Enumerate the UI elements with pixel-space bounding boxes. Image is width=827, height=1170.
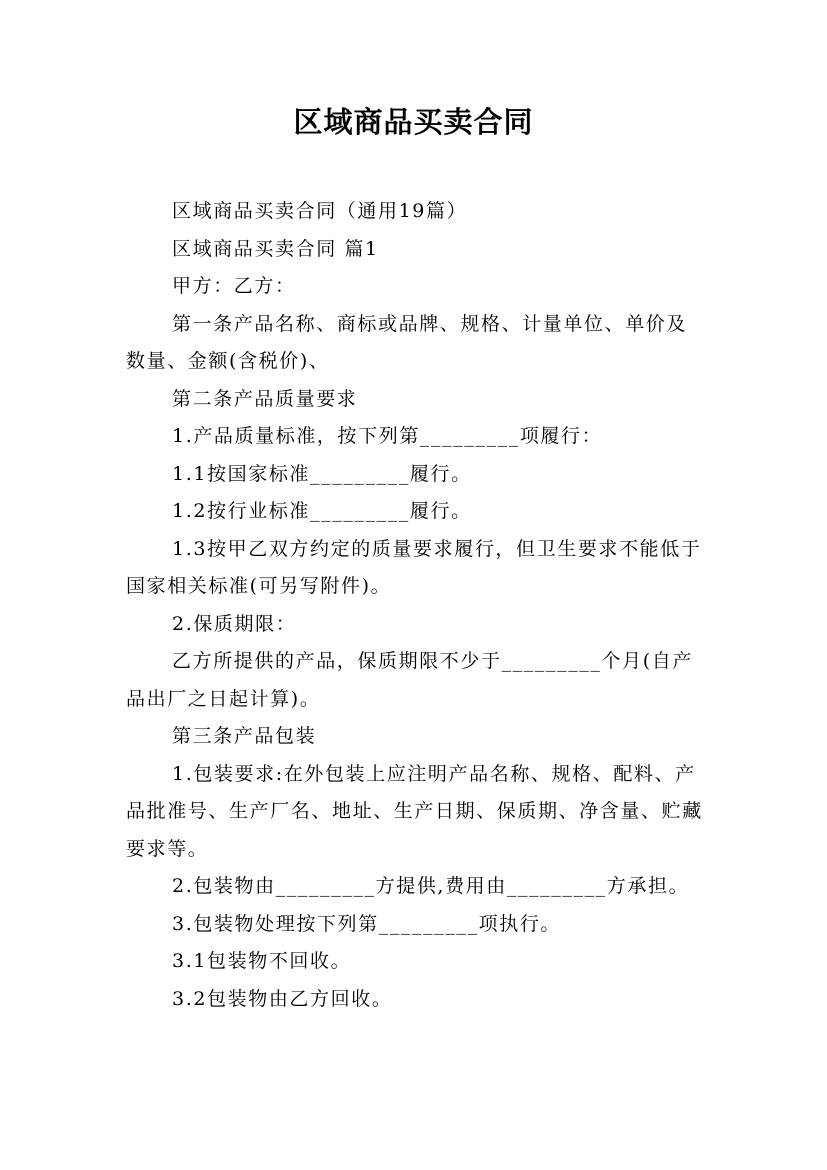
paragraph: 第三条产品包装 [172,725,317,747]
paragraph: 第二条产品质量要求 [172,387,358,410]
paragraph: 1.2按行业标准_________履行。 [172,500,472,522]
paragraph: 3.2包装物由乙方回收。 [172,987,393,1010]
paragraph: 区域商品买卖合同（通用19篇） [172,200,468,222]
paragraph: 1.产品质量标准，按下列第_________项履行： [172,425,603,447]
paragraph: 乙方所提供的产品，保质期限不少于_________个月(自产品出厂之日起计算)。 [126,650,693,710]
paragraph: 1.3按甲乙双方约定的质量要求履行，但卫生要求不能低于国家相关标准(可另写附件)。 [126,537,702,597]
paragraph: 2.包装物由_________方提供,费用由_________方承担。 [172,875,690,897]
document-title: 区域商品买卖合同 [293,105,534,139]
paragraph: 2.保质期限： [172,612,297,635]
document-body [126,193,704,1018]
paragraph: 甲方：乙方： [172,275,296,297]
paragraph: 3.包装物处理按下列第_________项执行。 [172,912,562,935]
paragraph: 1.包装要求:在外包装上应注明产品名称、规格、配料、产品批准号、生产厂名、地址、生产日期、保质期、净含量、贮藏要求等。 [126,762,703,860]
paragraph: 3.1包装物不回收。 [172,950,352,972]
paragraph: 第一条产品名称、商标或品牌、规格、计量单位、单价及数量、金额(含税价)、 [126,312,688,372]
paragraph: 1.1按国家标准_________履行。 [172,462,472,485]
paragraph: 区域商品买卖合同 篇1 [172,237,379,260]
